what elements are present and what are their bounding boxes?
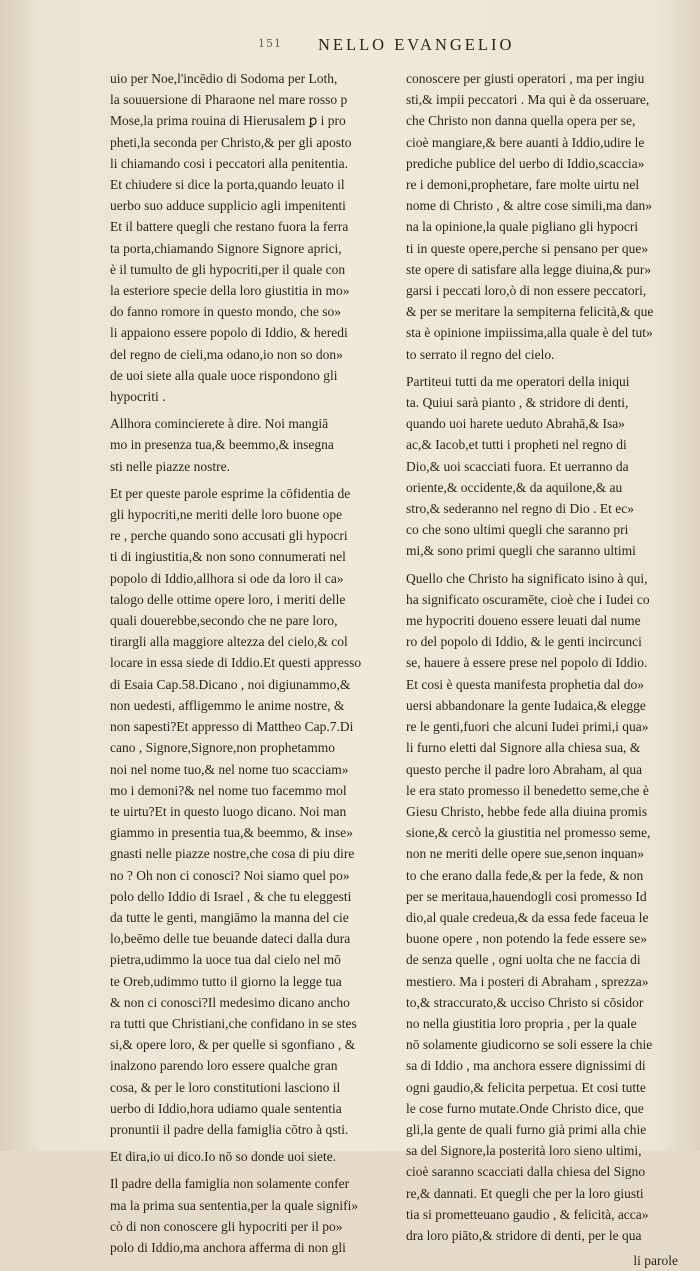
text-line: re le genti,fuori che alcuni Iudei primi,i qua» xyxy=(406,719,649,735)
text-line: ac,& Iacob,et tutti i propheti nel regno di xyxy=(406,437,627,453)
text-line: to che erano dalla fede,& per la fede, & non xyxy=(406,867,644,883)
text-line: to,& straccurato,& ucciso Christo si cōsidor xyxy=(406,994,644,1010)
text-line: ma la prima sua sententia,per la quale signifi» xyxy=(110,1197,359,1213)
text-line: gnasti nelle piazze nostre,che cosa di piu dire xyxy=(110,846,355,862)
paragraph xyxy=(110,413,392,477)
paragraph xyxy=(406,371,684,562)
text-line: stro,& sederanno nel regno di Dio . Et ec» xyxy=(406,501,634,517)
paragraph xyxy=(110,68,392,407)
text-line: ta porta,chiamando Signore Signore aprici, xyxy=(110,240,342,256)
text-line: questo perche il padre loro Abraham, al qua xyxy=(406,761,643,777)
text-line: lo,beēmo delle tue beuande dateci dalla dura xyxy=(110,931,351,947)
text-line: de uoi siete alla quale uoce rispondono gli xyxy=(110,367,338,383)
text-line: & non ci conosci?Il medesimo dicano ancho xyxy=(110,994,350,1010)
text-line: me hypocriti doueno essere leuati dal nume xyxy=(406,613,641,629)
text-line: Il padre della famiglia non solamente confer xyxy=(110,1176,350,1192)
running-head: NELLO EVANGELIO xyxy=(318,35,515,54)
text-line: ogni gaudio,& felicita perpetua. Et cosi tutte xyxy=(406,1079,646,1095)
text-line: Dio,& uoi scacciati fuora. Et uerranno da xyxy=(406,458,629,474)
text-line: nome di Christo , & altre cose simili,ma dan» xyxy=(406,198,652,214)
text-line: cosa, & per le loro constitutioni lasciono il xyxy=(110,1079,341,1095)
text-line: la souuersione di Pharaone nel mare rosso p xyxy=(110,92,348,108)
text-line: non sapesti?Et appresso di Mattheo Cap.7.Di xyxy=(110,719,354,735)
text-line: uerbo di Iddio,hora udiamo quale sententia xyxy=(110,1100,342,1116)
text-line: cò di non conoscere gli hypocriti per il po» xyxy=(110,1218,343,1234)
text-line: sti,& impii peccatori . Ma qui è da osseruare, xyxy=(406,92,650,108)
text-line: conoscere per giusti operatori , ma per ingiu xyxy=(406,71,645,86)
text-line: to serrato il regno del cielo. xyxy=(406,346,555,362)
text-line: polo dello Iddio di Israel , & che tu eleggesti xyxy=(110,888,352,904)
text-line: noi nel nome tuo,& nel nome tuo scacciam» xyxy=(110,761,349,777)
text-line: mo in presenza tua,& beemmo,& insegna xyxy=(110,437,334,453)
text-line: ti di ingiustitia,& non sono connumerati nel xyxy=(110,549,346,565)
text-line: nō solamente giudicorno se soli essere la chie xyxy=(406,1037,653,1053)
text-line: Allhora comincierete à dire. Noi mangiā xyxy=(110,416,329,432)
text-line: re,& dannati. Et quegli che per la loro giusti xyxy=(406,1185,644,1201)
text-line: na la opinione,la quale pigliano gli hypocri xyxy=(406,219,639,235)
paragraph xyxy=(110,1146,392,1167)
text-line: tia si prometteuano gaudio , & felicità, acca» xyxy=(406,1206,649,1222)
text-line: tirargli alla maggiore altezza del cielo,& col xyxy=(110,634,348,650)
text-line: non ne meriti delle opere sue,senon inquan» xyxy=(406,846,645,862)
text-line: garsi i peccati loro,ò di non essere peccatori, xyxy=(406,283,647,299)
text-line: do fanno romore in questo mondo, che so» xyxy=(110,304,341,320)
text-line: sa del Signore,la posterità loro sieno ultimi, xyxy=(406,1143,642,1159)
text-line: non uedesti, affligemmo le anime nostre, & xyxy=(110,697,345,713)
text-line: mi,& sono primi quegli che saranno ultimi xyxy=(406,543,636,559)
text-line: ta. Quiui sarà pianto , & stridore di denti, xyxy=(406,395,629,411)
folio-number: 151 xyxy=(258,37,282,50)
text-line: ra tutti que Christiani,che confidano in se stes xyxy=(110,1015,357,1031)
text-line: ro del popolo di Iddio, & le genti incircunci xyxy=(406,634,642,650)
text-line: ste opere di satisfare alla legge diuina,& pur» xyxy=(406,261,652,277)
text-line: dra loro piāto,& stridore di denti, per le qua xyxy=(406,1227,642,1243)
text-line: pheti,la seconda per Christo,& per gli aposto xyxy=(110,134,352,150)
text-line: re i demoni,prophetare, fare molte uirtu nel xyxy=(406,177,640,193)
text-line: no ? Oh non ci conosci? Noi siamo quel po» xyxy=(110,867,350,883)
text-line: sti nelle piazze nostre. xyxy=(110,458,230,474)
text-line: uerbo suo adduce supplicio agli impenitenti xyxy=(110,198,346,214)
text-line: per se meritaua,hauendogli cosi promesso Id xyxy=(406,888,647,904)
text-line: Et dira,io ui dico.Io nō so donde uoi siete. xyxy=(110,1149,337,1165)
text-line: da tutte le genti, mangiāmo la manna del cie xyxy=(110,909,349,925)
text-line: di Esaia Cap.58.Dicano , noi digiunammo,& xyxy=(110,676,351,692)
text-line: sa di Iddio , ma anchora essere dignissimi di xyxy=(406,1058,646,1074)
paragraph xyxy=(406,568,684,1247)
text-line: li furno eletti dal Signore alla chiesa sua, & xyxy=(406,740,641,756)
text-line: quando uoi harete ueduto Abrahā,& Isa» xyxy=(406,416,625,432)
text-line: de senza quelle , ogni uolta che ne faccia di xyxy=(406,952,641,968)
right-column xyxy=(406,68,684,1271)
text-line: del regno de cieli,ma odano,io non so don» xyxy=(110,346,343,362)
text-line: popolo di Iddio,allhora si ode da loro il ca» xyxy=(110,570,344,586)
text-line: li appaiono essere popolo di Iddio, & heredi xyxy=(110,325,348,341)
text-line: sta è opinione impiissima,alla quale è del tut» xyxy=(406,325,653,341)
text-line: le era stato promesso il benedetto seme,che è xyxy=(406,782,649,798)
text-line: li chiamando cosi i peccatori alla penitentia. xyxy=(110,155,349,171)
text-line: quali douerebbe,secondo che ne pare loro, xyxy=(110,613,338,629)
text-line: no nella giustitia loro propria , per la quale xyxy=(406,1015,637,1031)
text-line: cioè saranno scacciati dalla chiesa del Signo xyxy=(406,1164,646,1180)
paragraph xyxy=(110,1173,392,1258)
paragraph xyxy=(406,68,684,365)
text-line: se, hauere à essere prese nel popolo di Iddio. xyxy=(406,655,648,671)
text-line: che Christo non danna quella opera per se, xyxy=(406,113,636,129)
text-line: ti in queste opere,perche si pensano per que» xyxy=(406,240,649,256)
text-line: pietra,udimmo la uoce tua dal cielo nel mō xyxy=(110,952,341,968)
text-line: la esteriore specie della loro giustitia in mo» xyxy=(110,283,350,299)
text-line: te uirtu?Et in questo luogo dicano. Noi man xyxy=(110,803,347,819)
paragraph xyxy=(110,483,392,1140)
text-line: si,& opere loro, & per quelle si sgonfiano , & xyxy=(110,1037,356,1053)
text-line: le cose furno mutate.Onde Christo dice, que xyxy=(406,1100,644,1116)
text-line: cano , Signore,Signore,non prophetammo xyxy=(110,740,335,756)
text-line: Et il battere quegli che restano fuora la ferra xyxy=(110,219,349,235)
text-line: gli,la gente de quali furno già primi alla chie xyxy=(406,1121,647,1137)
text-line: cioè mangiare,& bere auanti à Iddio,udire le xyxy=(406,134,645,150)
text-line: Quello che Christo ha significato isino à qui, xyxy=(406,570,648,586)
page-header xyxy=(0,35,700,61)
text-line: locare in essa siede di Iddio.Et questi appresso xyxy=(110,655,362,671)
left-column xyxy=(110,68,392,1262)
text-line: Et chiudere si dice la porta,quando leuato il xyxy=(110,177,345,193)
text-line: te Oreb,udimmo tutto il giorno la legge tua xyxy=(110,973,342,989)
text-line: dio,al quale credeua,& da essa fede faceua le xyxy=(406,909,649,925)
text-line: talogo delle ottime opere loro, i meriti delle xyxy=(110,591,346,607)
text-line: sione,& cercò la giustitia nel promesso seme, xyxy=(406,825,651,841)
text-line: pronuntii il padre della famiglia cōtro à qsti. xyxy=(110,1121,349,1137)
text-line: mestiero. Ma i posteri di Abraham , sprezza» xyxy=(406,973,649,989)
text-line: Et per queste parole esprime la cōfidentia de xyxy=(110,485,351,501)
text-line: polo di Iddio,ma anchora afferma di non gli xyxy=(110,1239,346,1255)
text-line: Partiteui tutti da me operatori della iniqui xyxy=(406,373,630,389)
text-line: giammo in presentia tua,& beemmo, & inse» xyxy=(110,825,353,841)
text-line: mo i demoni?& nel nome tuo facemmo mol xyxy=(110,782,347,798)
text-line: Et cosi è questa manifesta prophetia dal do» xyxy=(406,676,645,692)
text-line: gli hypocriti,ne meriti delle loro buone ope xyxy=(110,507,343,523)
text-line: uio per Noe,l'incēdio di Sodoma per Loth, xyxy=(110,71,338,86)
text-line: co che sono ultimi quegli che saranno pri xyxy=(406,522,629,538)
text-line: inalzono parendo loro essere qualche gran xyxy=(110,1058,338,1074)
text-line: hypocriti . xyxy=(110,389,166,405)
text-line: Mose,la prima rouina di Hierusalem ꝑ i pro xyxy=(110,113,346,129)
catchword: li parole xyxy=(633,1253,678,1269)
text-line: ha significato oscuramēte, cioè che i Iudei co xyxy=(406,591,650,607)
text-line: oriente,& occidente,& da aquilone,& au xyxy=(406,479,623,495)
text-line: re , perche quando sono accusati gli hypocri xyxy=(110,528,348,544)
text-line: & per se meritare la sempiterna felicità,& que xyxy=(406,304,654,320)
text-line: Giesu Christo, hebbe fede alla diuina promis xyxy=(406,803,648,819)
text-line: uersi abbandonare la gente Iudaica,& elegge xyxy=(406,697,646,713)
text-line: prediche publice del uerbo di Iddio,scaccia» xyxy=(406,155,645,171)
text-line: è il tumulto de gli hypocriti,per il quale con xyxy=(110,261,346,277)
text-line: buone opere , non potendo la fede essere se» xyxy=(406,931,648,947)
